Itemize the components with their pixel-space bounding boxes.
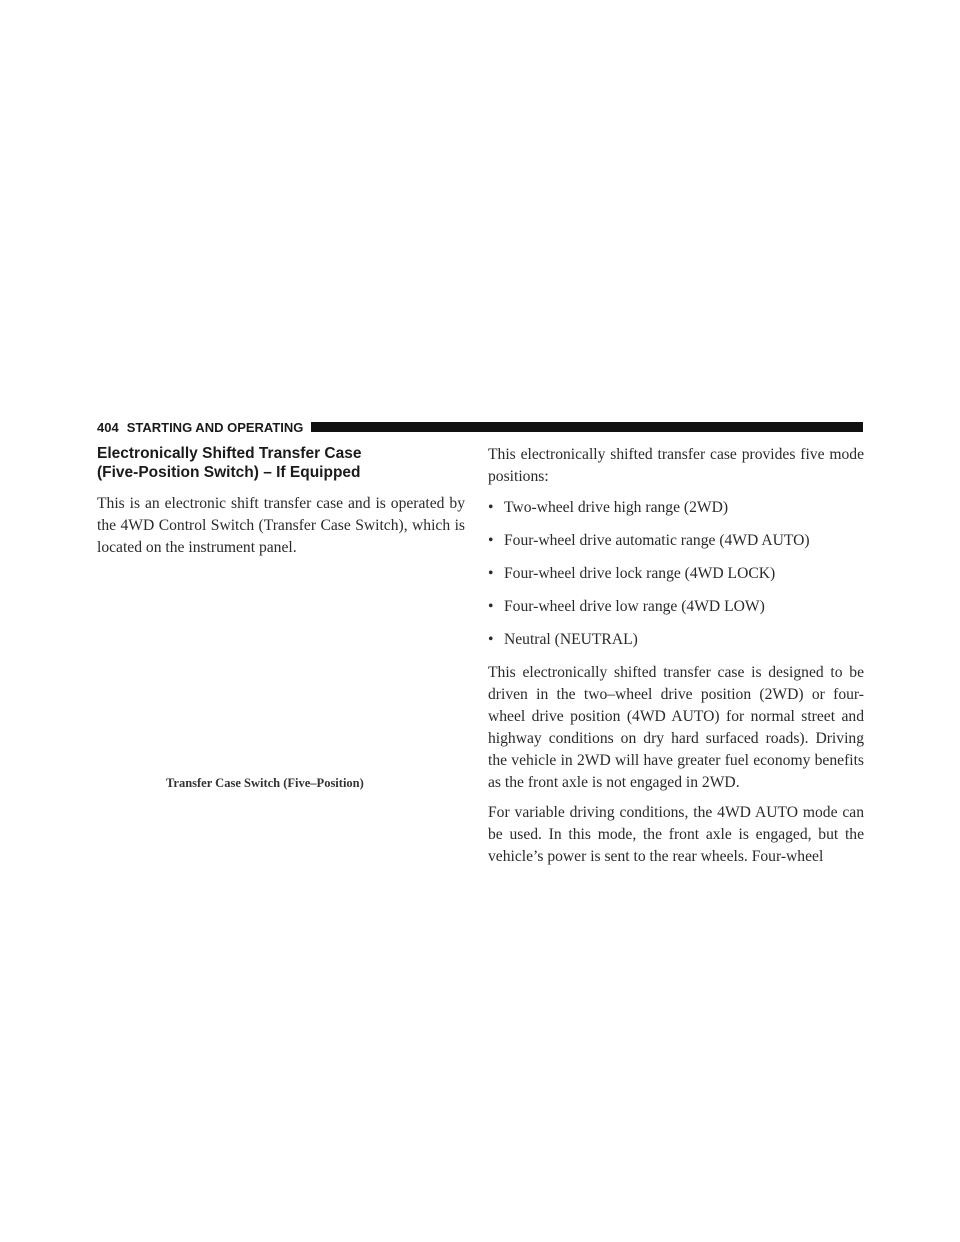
list-item <box>488 563 864 585</box>
left-column <box>97 444 465 793</box>
right-column <box>488 444 864 868</box>
list-item-text: Four-wheel drive lock range (4WD LOCK) <box>504 565 776 582</box>
modes-intro: This electronically shifted transfer case provides five mode positions: <box>488 446 864 485</box>
header-rule <box>311 422 863 432</box>
bullet-icon: • <box>488 598 494 615</box>
list-item-text: Four-wheel drive low range (4WD LOW) <box>504 598 765 615</box>
section-heading <box>97 444 465 482</box>
bullet-icon: • <box>488 532 494 549</box>
list-item <box>488 596 864 618</box>
list-item <box>488 629 864 651</box>
list-item-text: Two-wheel drive high range (2WD) <box>504 499 729 516</box>
figure-caption: Transfer Case Switch (Five–Position) <box>166 776 364 790</box>
list-item-text: Neutral (NEUTRAL) <box>504 631 638 648</box>
bullet-icon: • <box>488 631 494 648</box>
section-title: STARTING AND OPERATING <box>126 419 304 435</box>
bullet-icon: • <box>488 499 494 516</box>
bullet-icon: • <box>488 565 494 582</box>
paragraph-driving-positions: This electronically shifted transfer case is designed to be driven in the two–wheel drive position (2WD) or four-wheel drive position (4WD AUTO) for normal street and highway conditions on dry hard surfaced roads). Driving the vehicle in 2WD will have greater fuel economy benefits as the front axle is not engaged in 2WD. <box>488 664 864 791</box>
list-item <box>488 530 864 552</box>
list-item <box>488 497 864 519</box>
mode-list <box>488 497 864 651</box>
page-header <box>97 416 863 438</box>
heading-line-2: (Five-Position Switch) – If Equipped <box>97 464 361 481</box>
list-item-text: Four-wheel drive automatic range (4WD AUTO) <box>504 532 810 549</box>
intro-paragraph: This is an electronic shift transfer case and is operated by the 4WD Control Switch (Transfer Case Switch), which is located on the instrument panel. <box>97 495 465 556</box>
paragraph-4wd-auto: For variable driving conditions, the 4WD AUTO mode can be used. In this mode, the front axle is engaged, but the vehicle’s power is sent to the rear wheels. Four-wheel <box>488 804 864 865</box>
figure-placeholder <box>97 559 465 793</box>
page-number: 404 <box>97 419 119 435</box>
heading-line-1: Electronically Shifted Transfer Case <box>97 445 362 462</box>
